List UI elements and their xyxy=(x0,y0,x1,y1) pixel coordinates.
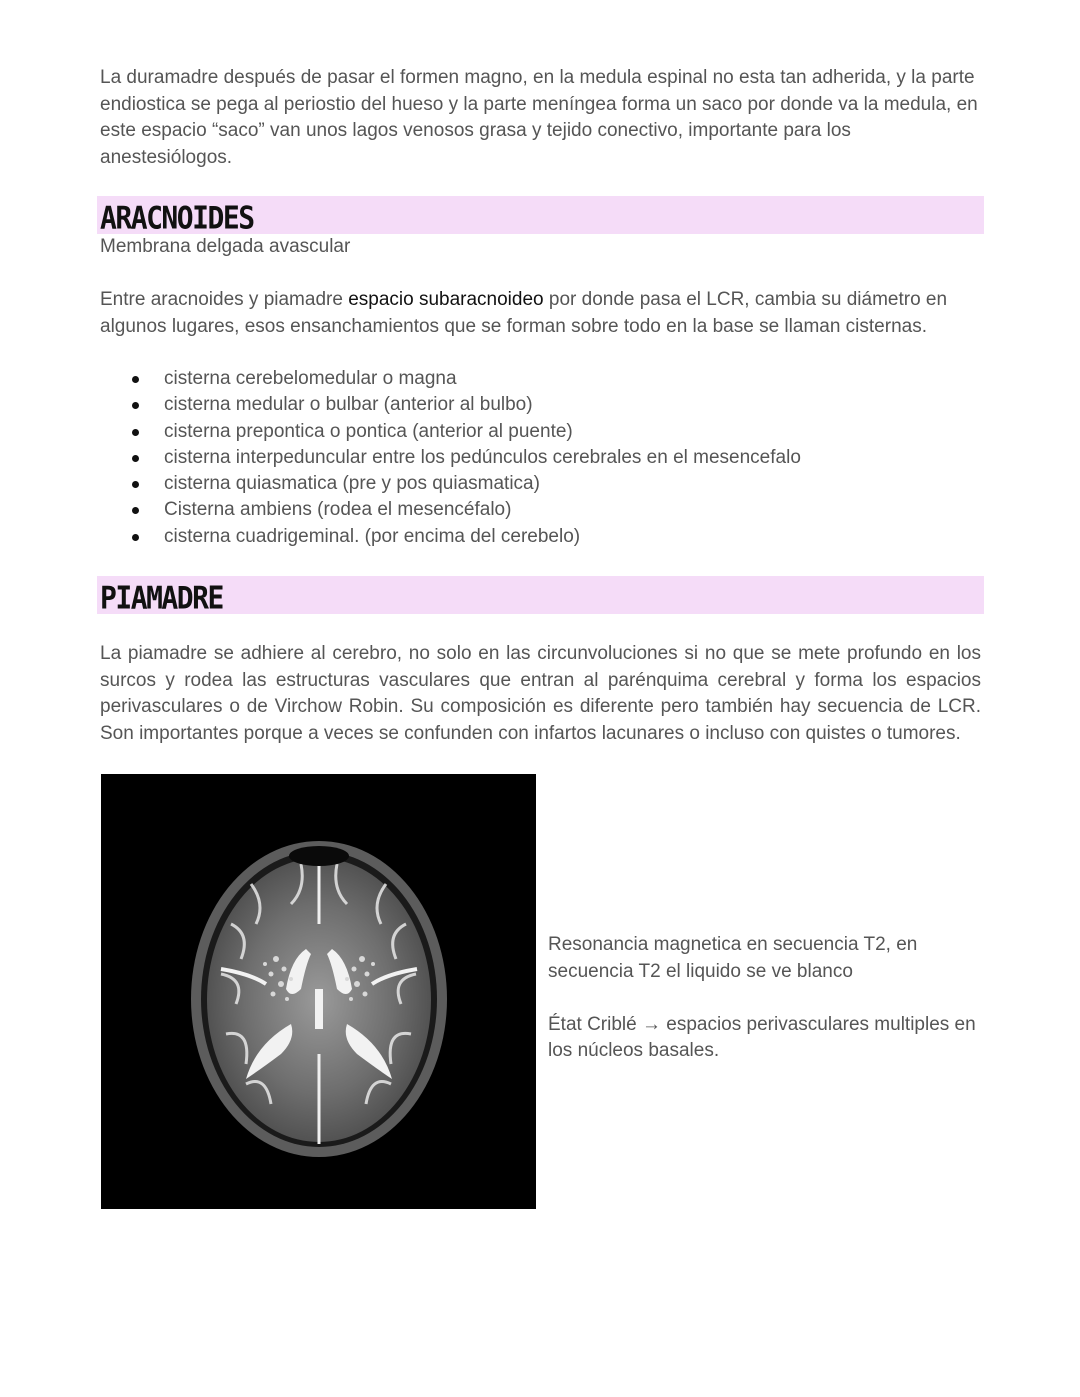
figure-caption xyxy=(548,932,978,1065)
bullet-icon xyxy=(132,402,139,409)
list-item: cisterna interpeduncular entre los pedúnculos cerebrales en el mesencefalo xyxy=(100,445,801,471)
caption-etat-crible: État Criblé → espacios perivasculares multiples en los núcleos basales. xyxy=(548,1013,976,1061)
list-item: cisterna cuadrigeminal. (por encima del cerebelo) xyxy=(100,524,801,550)
aracnoides-heading-band xyxy=(97,196,984,237)
caption-t2: Resonancia magnetica en secuencia T2, en secuencia T2 el liquido se ve blanco xyxy=(548,934,918,982)
aracnoides-paragraph xyxy=(100,287,984,340)
mri-brain-image xyxy=(101,774,536,1209)
aracnoides-heading: ARACNOIDES xyxy=(100,200,254,237)
bullet-icon xyxy=(132,481,139,488)
piamadre-paragraph: La piamadre se adhiere al cerebro, no solo en las circunvoluciones si no que se mete profundo en los surcos y rodea las estructuras vasculares que entran al parénquima cerebral y forma los espacios perivasculares o de Virchow Robin. Su composición es diferente pero también hay secuencia de LCR. Son importantes porque a veces se confunden con infartos lacunares o incluso con quistes o tumores. xyxy=(100,643,981,744)
bullet-icon xyxy=(132,376,139,383)
list-item: cisterna cerebelomedular o magna xyxy=(100,366,801,392)
bullet-icon xyxy=(132,534,139,541)
list-item: cisterna medular o bulbar (anterior al bulbo) xyxy=(100,392,801,418)
bullet-icon xyxy=(132,507,139,514)
list-item: Cisterna ambiens (rodea el mesencéfalo) xyxy=(100,497,801,523)
intro-paragraph: La duramadre después de pasar el formen magno, en la medula espinal no esta tan adherida, y la parte endiostica se pega al periostio del hueso y la parte meníngea forma un saco por donde va la medula, en este espacio “saco” van unos lagos venosos grasa y tejido conectivo, importante para los anestesiólogos. xyxy=(100,67,978,168)
bullet-icon xyxy=(132,455,139,462)
piamadre-heading-band xyxy=(97,576,984,617)
aracnoides-description: Membrana delgada avascular xyxy=(100,236,351,257)
list-item: cisterna prepontica o pontica (anterior al puente) xyxy=(100,419,801,445)
espacio-subaracnoideo-term: espacio subaracnoideo xyxy=(348,289,544,310)
piamadre-heading: PIAMADRE xyxy=(100,580,223,617)
aracnoides-text-before: Entre aracnoides y piamadre xyxy=(100,289,349,310)
list-item: cisterna quiasmatica (pre y pos quiasmatica) xyxy=(100,471,801,497)
aracnoides-text-after: por donde pasa el LCR, cambia su diámetro en algunos lugares, esos ensanchamientos que se forman sobre todo en la base se llaman cisternas. xyxy=(100,289,948,337)
mri-brain-illustration xyxy=(101,774,536,1209)
bullet-icon xyxy=(132,429,139,436)
cisternas-list xyxy=(100,366,801,550)
